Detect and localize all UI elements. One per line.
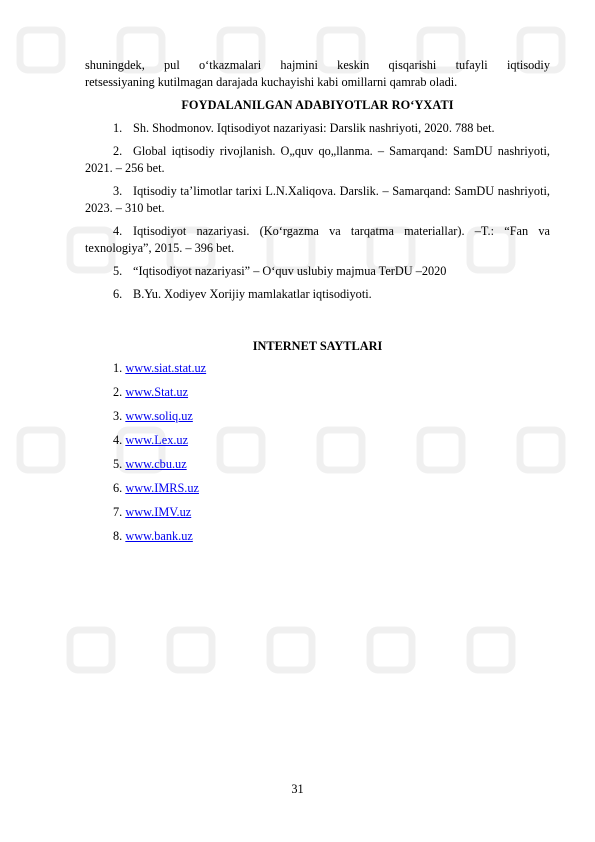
intro-line-1: shuningdek, pul o‘tkazmalari hajmini keskin qisqarishi tufayli iqtisodiy [85, 58, 550, 72]
website-number: 7. [113, 505, 123, 519]
website-item [113, 480, 550, 497]
reference-item [85, 143, 550, 177]
reference-number: 4. [113, 224, 123, 238]
website-item [113, 456, 550, 473]
website-number: 8. [113, 529, 123, 543]
intro-line-2: retsessiyaning kutilmagan darajada kuchayishi kabi omillarni qamrab oladi. [85, 75, 458, 89]
reference-number: 3. [113, 184, 123, 198]
page-content [85, 57, 550, 552]
website-link[interactable]: www.Stat.uz [125, 385, 189, 399]
page-number: 31 [291, 782, 304, 796]
website-link[interactable]: www.bank.uz [125, 529, 193, 543]
reference-text: Sh. Shodmonov. Iqtisodiyot nazariyasi: Darslik nashriyoti, 2020. 788 bet. [133, 121, 495, 135]
website-link[interactable]: www.cbu.uz [125, 457, 187, 471]
website-item [113, 360, 550, 377]
website-number: 6. [113, 481, 123, 495]
website-item [113, 408, 550, 425]
reference-item [85, 120, 550, 137]
website-item [113, 504, 550, 521]
website-number: 5. [113, 457, 123, 471]
reference-text: Global iqtisodiy rivojlanish. O„quv qo„llanma. – Samarqand: SamDU nashriyoti, 2021. – 256 bet. [85, 144, 550, 175]
references-heading: FOYDALANILGAN ADABIYOTLAR RO‘YXATI [181, 98, 454, 112]
reference-text: Iqtisodiyot nazariyasi. (Ko‘rgazma va tarqatma materiallar). –T.: “Fan va texnologiya”, 2015. – 396 bet. [85, 224, 550, 255]
reference-item [85, 263, 550, 280]
intro-paragraph [85, 57, 550, 91]
reference-number: 2. [113, 144, 123, 158]
website-item [113, 384, 550, 401]
reference-item [85, 223, 550, 257]
website-link[interactable]: www.soliq.uz [125, 409, 193, 423]
website-item [113, 432, 550, 449]
website-item [113, 528, 550, 545]
website-number: 2. [113, 385, 123, 399]
reference-number: 5. [113, 264, 123, 278]
reference-item [85, 286, 550, 303]
reference-text: B.Yu. Xodiyev Xorijiy mamlakatlar iqtisodiyoti. [133, 287, 372, 301]
websites-list [85, 360, 550, 545]
website-link[interactable]: www.Lex.uz [125, 433, 189, 447]
reference-text: “Iqtisodiyot nazariyasi” – O‘quv uslubiy majmua TerDU –2020 [133, 264, 447, 278]
reference-number: 1. [113, 121, 123, 135]
reference-number: 6. [113, 287, 123, 301]
website-number: 1. [113, 361, 123, 375]
website-link[interactable]: www.IMRS.uz [125, 481, 199, 495]
website-link[interactable]: www.siat.stat.uz [125, 361, 207, 375]
references-list [85, 120, 550, 303]
reference-item [85, 183, 550, 217]
website-number: 4. [113, 433, 123, 447]
reference-text: Iqtisodiy ta’limotlar tarixi L.N.Xaliqova. Darslik. – Samarqand: SamDU nashriyoti, 2023. – 310 bet. [85, 184, 550, 215]
website-number: 3. [113, 409, 123, 423]
website-link[interactable]: www.IMV.uz [125, 505, 192, 519]
websites-heading: INTERNET SAYTLARI [252, 339, 383, 353]
